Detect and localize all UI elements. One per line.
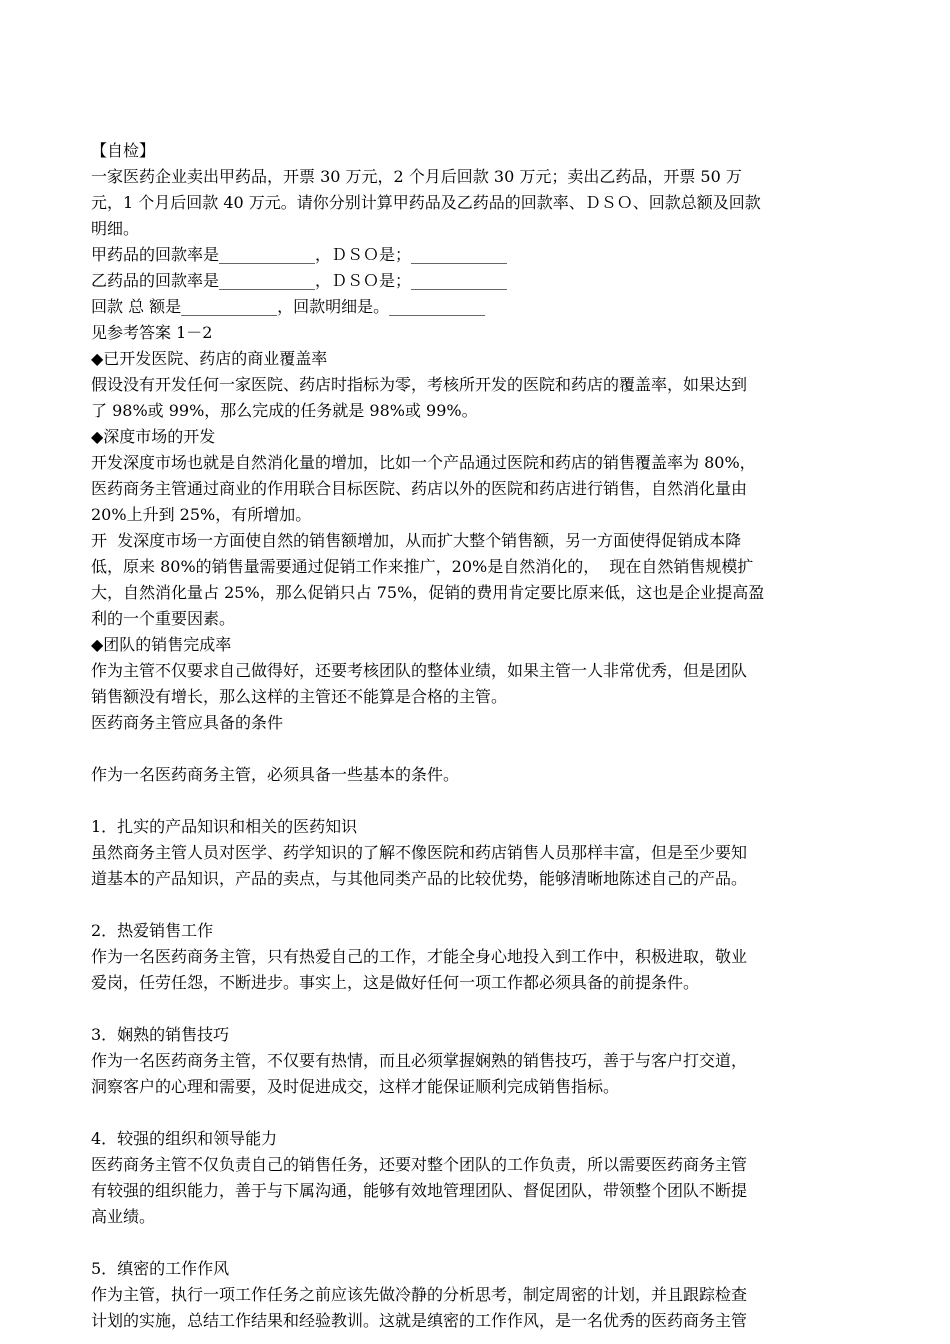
bullet-heading: ◆深度市场的开发	[91, 427, 216, 446]
paragraph-line: 元，1 个月后回款 40 万元。请你分别计算甲药品及乙药品的回款率、ＤＳＯ、回款总额及回款	[91, 193, 761, 212]
section-heading: 医药商务主管应具备的条件	[91, 713, 284, 732]
paragraph-line: 医药商务主管通过商业的作用联合目标医院、药店以外的医院和药店进行销售，自然消化量由	[91, 479, 748, 498]
paragraph-line: 利的一个重要因素。	[91, 609, 236, 628]
blank-line	[91, 1100, 881, 1126]
section-title-self-check: 【自检】	[91, 141, 156, 160]
document-page	[91, 138, 881, 1334]
blank-line	[91, 788, 881, 814]
answer-reference: 见参考答案 1－2	[91, 323, 213, 342]
paragraph-line: 作为一名医药商务主管，只有热爱自己的工作，才能全身心地投入到工作中，积极进取，敬业	[91, 947, 748, 966]
blank-line	[91, 892, 881, 918]
paragraph-line: 假设没有开发任何一家医院、药店时指标为零，考核所开发的医院和药店的覆盖率，如果达到	[91, 375, 748, 394]
blank-line	[91, 736, 881, 762]
numbered-heading: 1．扎实的产品知识和相关的医药知识	[91, 817, 358, 836]
paragraph-line: 有较强的组织能力，善于与下属沟通，能够有效地管理团队、督促团队，带领整个团队不断提	[91, 1181, 748, 1200]
bullet-heading: ◆团队的销售完成率	[91, 635, 232, 654]
paragraph-line: 道基本的产品知识，产品的卖点，与其他同类产品的比较优势，能够清晰地陈述自己的产品。	[91, 869, 748, 888]
bullet-heading: ◆已开发医院、药店的商业覆盖率	[91, 349, 328, 368]
paragraph-line: 虽然商务主管人员对医学、药学知识的了解不像医院和药店销售人员那样丰富，但是至少要知	[91, 843, 748, 862]
paragraph-line: 低，原来 80%的销售量需要通过促销工作来推广，20%是自然消化的， 现在自然销售规模扩	[91, 557, 754, 576]
paragraph-line: 作为主管，执行一项工作任务之前应该先做冷静的分析思考，制定周密的计划，并且跟踪检查	[91, 1285, 748, 1304]
paragraph-line: 销售额没有增长，那么这样的主管还不能算是合格的主管。	[91, 687, 508, 706]
paragraph-line: 开发深度市场也就是自然消化量的增加，比如一个产品通过医院和药店的销售覆盖率为 80%，	[91, 453, 756, 472]
paragraph-line: 明细。	[91, 219, 140, 238]
paragraph-line: 计划的实施，总结工作结果和经验教训。这就是缜密的工作作风，是一名优秀的医药商务主管	[91, 1311, 748, 1330]
paragraph-line: 医药商务主管不仅负责自己的销售任务，还要对整个团队的工作负责，所以需要医药商务主管	[91, 1155, 748, 1174]
paragraph-line: 洞察客户的心理和需要，及时促进成交，这样才能保证顺利完成销售指标。	[91, 1077, 620, 1096]
numbered-heading: 3．娴熟的销售技巧	[91, 1025, 230, 1044]
numbered-heading: 2．热爱销售工作	[91, 921, 214, 940]
paragraph-line: 一家医药企业卖出甲药品，开票 30 万元，2 个月后回款 30 万元；卖出乙药品，开票 50 万	[91, 167, 742, 186]
paragraph-line: 作为一名医药商务主管，不仅要有热情，而且必须掌握娴熟的销售技巧，善于与客户打交道，	[91, 1051, 748, 1070]
paragraph-line: 作为主管不仅要求自己做得好，还要考核团队的整体业绩，如果主管一人非常优秀，但是团队	[91, 661, 748, 680]
fill-in-line: 乙药品的回款率是____________，ＤＳＯ是；____________	[91, 271, 508, 290]
fill-in-line: 甲药品的回款率是____________，ＤＳＯ是；____________	[91, 245, 508, 264]
paragraph-line: 大，自然消化量占 25%，那么促销只占 75%，促销的费用肯定要比原来低，这也是企业提高盈	[91, 583, 765, 602]
paragraph-line: 作为一名医药商务主管，必须具备一些基本的条件。	[91, 765, 460, 784]
paragraph-line: 开 发深度市场一方面使自然的销售额增加，从而扩大整个销售额，另一方面使得促销成本降	[91, 531, 742, 550]
paragraph-line: 高业绩。	[91, 1207, 156, 1226]
numbered-heading: 5．缜密的工作作风	[91, 1259, 230, 1278]
numbered-heading: 4．较强的组织和领导能力	[91, 1129, 278, 1148]
paragraph-line: 20%上升到 25%，有所增加。	[91, 505, 312, 524]
fill-in-line: 回款 总 额是____________，回款明细是。____________	[91, 297, 486, 316]
blank-line	[91, 1230, 881, 1256]
paragraph-line: 了 98%或 99%，那么完成的任务就是 98%或 99%。	[91, 401, 478, 420]
blank-line	[91, 996, 881, 1022]
paragraph-line: 爱岗，任劳任怨，不断进步。事实上，这是做好任何一项工作都必须具备的前提条件。	[91, 973, 700, 992]
